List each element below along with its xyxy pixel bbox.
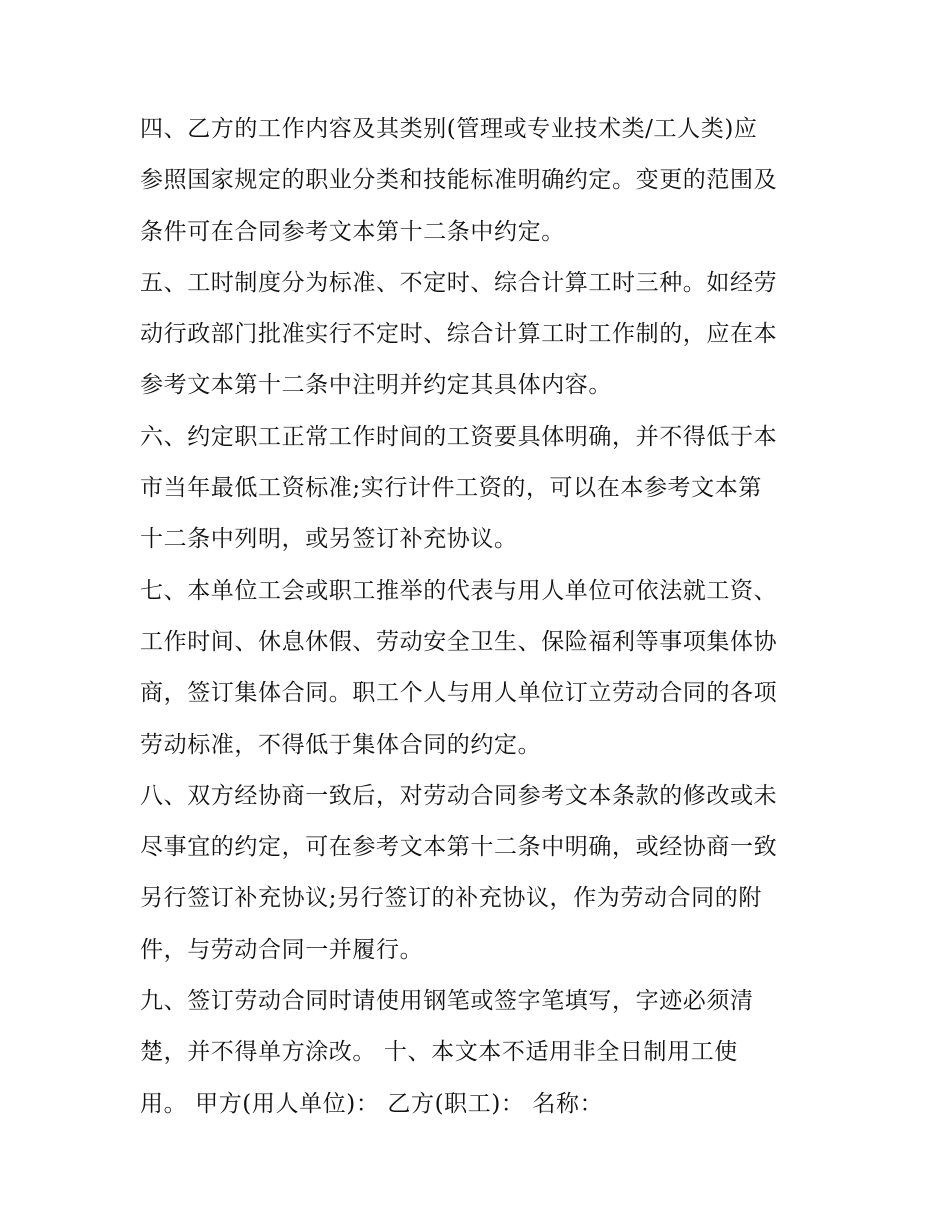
text-line: 工作时间、休息休假、劳动安全卫生、保险福利等事项集体协	[140, 628, 778, 655]
text-line: 件，与劳动合同一并履行。	[140, 936, 424, 963]
text-line: 八、双方经协商一致后，对劳动合同参考文本条款的修改或未	[140, 782, 778, 809]
text-line: 参考文本第十二条中注明并约定其具体内容。	[140, 372, 612, 399]
text-line: 动行政部门批准实行不定时、综合计算工时工作制的，应在本	[140, 321, 778, 348]
text-line: 六、约定职工正常工作时间的工资要具体明确，并不得低于本	[140, 423, 778, 450]
text-line: 十二条中列明，或另签订补充协议。	[140, 526, 518, 553]
text-line: 市当年最低工资标准;实行计件工资的，可以在本参考文本第	[140, 475, 762, 502]
text-line: 劳动标准，不得低于集体合同的约定。	[140, 731, 542, 758]
document-body	[140, 104, 830, 1130]
text-line: 条件可在合同参考文本第十二条中约定。	[140, 218, 565, 245]
text-line: 七、本单位工会或职工推举的代表与用人单位可依法就工资、	[140, 577, 778, 604]
text-line: 尽事宜的约定，可在参考文本第十二条中明确，或经协商一致	[140, 834, 778, 861]
text-line: 九、签订劳动合同时请使用钢笔或签字笔填写，字迹必须清	[140, 988, 754, 1015]
text-line: 商，签订集体合同。职工个人与用人单位订立劳动合同的各项	[140, 680, 778, 707]
text-line: 另行签订补充协议;另行签订的补充协议，作为劳动合同的附	[140, 885, 762, 912]
text-line: 五、工时制度分为标准、不定时、综合计算工时三种。如经劳	[140, 269, 778, 296]
text-line: 楚，并不得单方涂改。 十、本文本不适用非全日制用工使	[140, 1039, 738, 1066]
text-line: 参照国家规定的职业分类和技能标准明确约定。变更的范围及	[140, 167, 778, 194]
text-line: 用。 甲方(用人单位)： 乙方(职工)： 名称：	[140, 1090, 604, 1117]
text-line: 四、乙方的工作内容及其类别(管理或专业技术类/工人类)应	[140, 116, 758, 142]
